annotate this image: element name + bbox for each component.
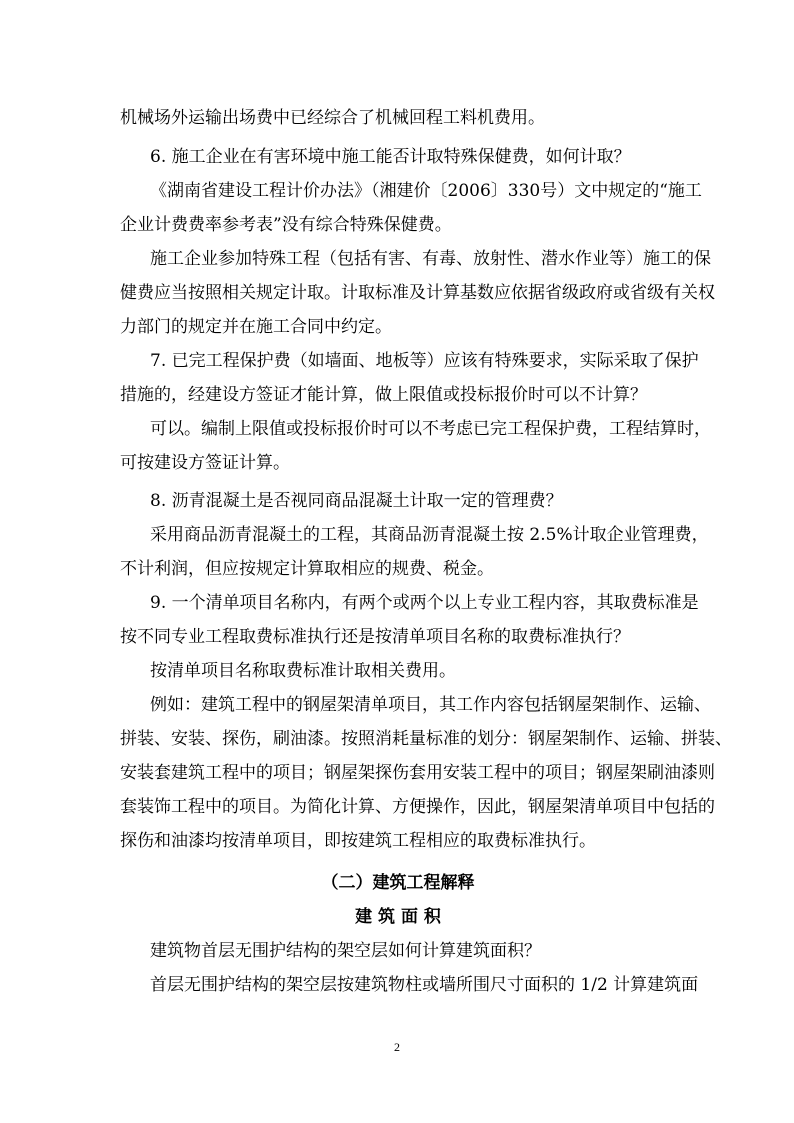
text-line: 不计利润，但应按规定计算取相应的规费、税金。 [120,559,494,579]
text-line: 建筑物首层无围护结构的架空层如何计算建筑面积？ [150,941,541,961]
question-8: 8. 沥青混凝土是否视同商品混凝土计取一定的管理费？ [150,491,563,511]
section-heading: （二）建筑工程解释 [321,873,475,893]
text-line: 安装套建筑工程中的项目；钢屋架探伤套用安装工程中的项目；钢屋架刷油漆则 [120,763,715,783]
subsection-heading: 建 筑 面 积 [355,907,441,927]
text-line: 企业计费费率参考表”没有综合特殊保健费。 [120,215,452,235]
text-line: 健费应当按照相关规定计取。计取标准及计算基数应依据省级政府或省级有关权 [120,283,715,303]
text-line: 首层无围护结构的架空层按建筑物柱或墙所围尺寸面积的 1/2 计算建筑面 [150,975,699,995]
page-number: 2 [394,1040,400,1054]
text-line: 机械场外运输出场费中已经综合了机械回程工料机费用。 [120,108,545,128]
text-line: 可以。编制上限值或投标报价时可以不考虑已完工程保护费，工程结算时， [150,419,711,439]
question-6: 6. 施工企业在有害环境中施工能否计取特殊保健费，如何计取？ [150,147,631,167]
text-line: 采用商品沥青混凝土的工程，其商品沥青混凝土按 2.5%计取企业管理费， [150,525,709,545]
question-7: 7. 已完工程保护费（如墙面、地板等）应该有特殊要求，实际采取了保护 [150,351,699,371]
question-9: 9. 一个清单项目名称内，有两个或两个以上专业工程内容，其取费标准是 [150,593,699,613]
text-line: 例如：建筑工程中的钢屋架清单项目，其工作内容包括钢屋架制作、运输、 [150,695,711,715]
text-line: 按不同专业工程取费标准执行还是按清单项目名称的取费标准执行？ [120,627,630,647]
text-line: 探伤和油漆均按清单项目，即按建筑工程相应的取费标准执行。 [120,831,596,851]
text-line: 力部门的规定并在施工合同中约定。 [120,317,392,337]
text-line: 拼装、安装、探伤，刷油漆。按照消耗量标准的划分：钢屋架制作、运输、拼装、 [120,729,732,749]
text-line: 按清单项目名称取费标准计取相关费用。 [150,661,456,681]
text-line: 《湖南省建设工程计价办法》（湘建价〔2006〕330号）文中规定的“施工 [150,181,702,201]
text-line: 施工企业参加特殊工程（包括有害、有毒、放射性、潜水作业等）施工的保 [150,249,711,269]
text-line: 可按建设方签证计算。 [120,453,290,473]
text-line: 措施的，经建设方签证才能计算，做上限值或投标报价时可以不计算？ [120,385,647,405]
text-line: 套装饰工程中的项目。为简化计算、方便操作，因此，钢屋架清单项目中包括的 [120,797,715,817]
